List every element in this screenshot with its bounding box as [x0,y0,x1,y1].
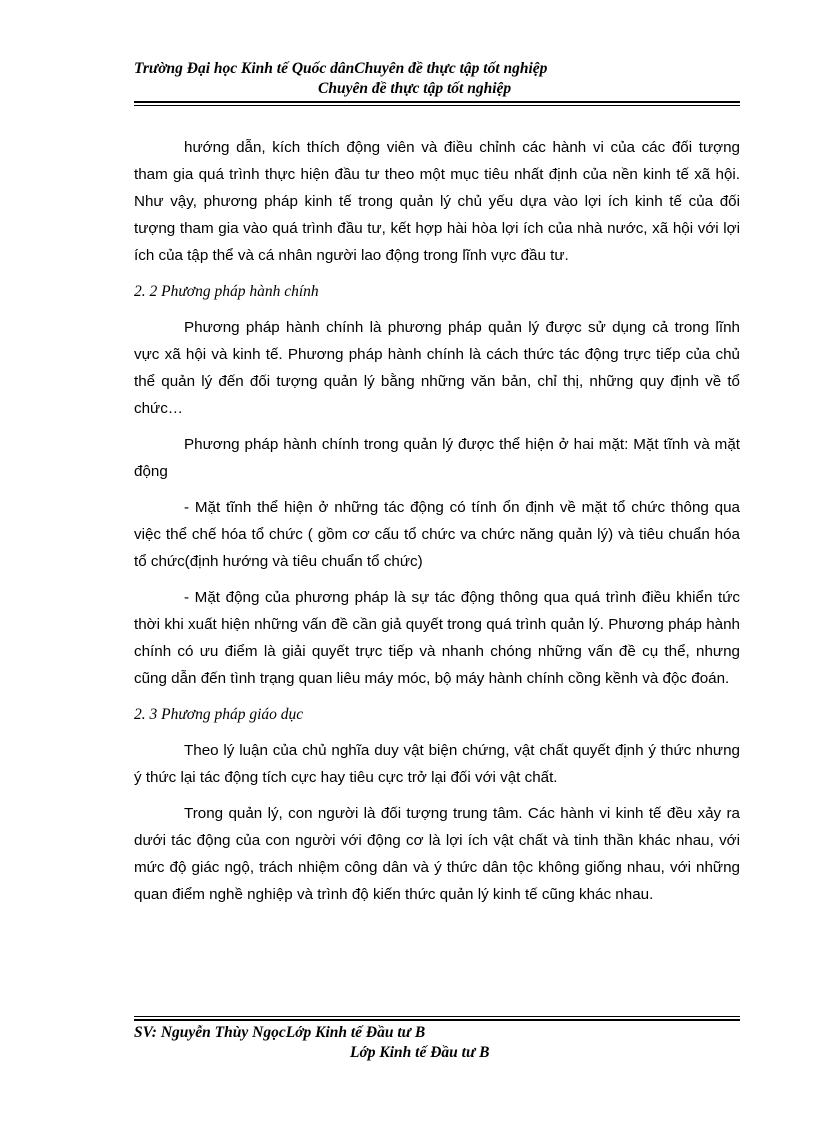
paragraph: Phương pháp hành chính trong quản lý được thể hiện ở hai mặt: Mặt tĩnh và mặt động [134,436,740,480]
paragraph: Theo lý luận của chủ nghĩa duy vật biện chứng, vật chất quyết định ý thức nhưng ý thức lại tác động tích cực hay tiêu cực trở lại đối với vật chất. [134,742,740,786]
paragraph: Phương pháp hành chính là phương pháp quản lý được sử dụng cả trong lĩnh vực xã hội và kinh tế. Phương pháp hành chính là cách thức tác động trực tiếp của chủ thể quản lý đến đối tượng quản lý bằng những văn bản, chỉ thị, những quy định về tổ chức… [134,319,740,417]
header-line-1: Trường Đại học Kinh tế Quốc dânChuyên đề thực tập tốt nghiệp [134,60,548,77]
section-heading: 2. 3 Phương pháp giáo dục [134,706,304,723]
document-body [134,134,740,917]
paragraph: - Mặt tĩnh thể hiện ở những tác động có tính ổn định về mặt tổ chức thông qua việc thể chế hóa tổ chức ( gồm cơ cấu tổ chức va chức năng quản lý) và tiêu chuẩn hóa tổ chức(định hướng và tiêu chuẩn tổ chức) [134,499,740,570]
footer-line-2: Lớp Kinh tế Đầu tư B [350,1044,490,1061]
paragraph: hướng dẫn, kích thích động viên và điều chỉnh các hành vi của các đối tượng tham gia quá trình thực hiện đầu tư theo một mục tiêu nhất định của nền kinh tế xã hội. Như vậy, phương pháp kinh tế trong quản lý chủ yếu dựa vào lợi ích kinh tế của đối tượng tham gia vào quá trình đầu tư, kết hợp hài hòa lợi ích của nhà nước, xã hội với lợi ích của tập thể và cá nhân người lao động trong lĩnh vực đầu tư. [134,139,740,264]
header-rule-thick [134,101,740,103]
paragraph: Trong quản lý, con người là đối tượng trung tâm. Các hành vi kinh tế đều xảy ra dưới tác động của con người với động cơ là lợi ích vật chất và tinh thần khác nhau, với mức độ giác ngộ, trách nhiệm công dân và ý thức dân tộc không giống nhau, với những quan điểm nghề nghiệp và trình độ kiến thức quản lý kinh tế cũng khác nhau. [134,805,740,903]
footer-rule-thick [134,1019,740,1021]
footer-rule-thin [134,1016,740,1017]
header-rule-thin [134,105,740,106]
header-line-2: Chuyên đề thực tập tốt nghiệp [318,80,512,97]
section-heading: 2. 2 Phương pháp hành chính [134,283,319,300]
paragraph: - Mặt động của phương pháp là sự tác động thông qua quá trình điều khiển tức thời khi xuất hiện những vấn đề cần giả quyết trong quá trình quản lý. Phương pháp hành chính có ưu điểm là giải quyết trực tiếp và nhanh chóng những vấn đề cụ thể, nhưng cũng dẫn đến tình trạng quan liêu máy móc, bộ máy hành chính cồng kềnh và độc đoán. [134,589,740,687]
footer-line-1: SV: Nguyễn Thùy NgọcLớp Kinh tế Đầu tư B [134,1024,426,1041]
